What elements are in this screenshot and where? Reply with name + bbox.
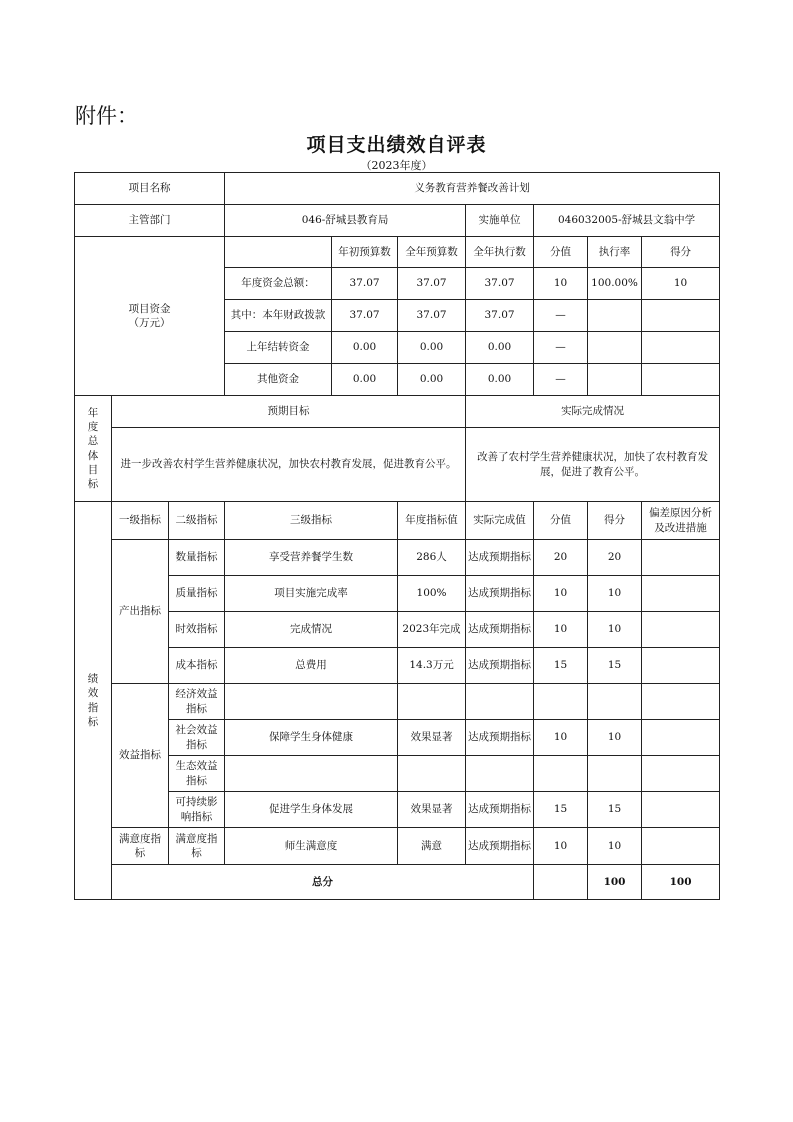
perf-got: 15: [588, 792, 642, 828]
goals-label-char: 总: [87, 435, 99, 448]
funds-row-label: 上年结转资金: [225, 332, 332, 364]
funds-cell: 0.00: [398, 332, 466, 364]
perf-level3: [225, 684, 398, 720]
perf-header-cell: 二级指标: [169, 502, 225, 540]
perf-row: [75, 540, 720, 576]
funds-row-label: 年度资金总额：: [225, 268, 332, 300]
perf-target: 14.3万元: [398, 648, 466, 684]
perf-target: 效果显著: [398, 720, 466, 756]
total-label: 总分: [112, 865, 534, 900]
perf-target: 100%: [398, 576, 466, 612]
perf-actual: 达成预期指标: [466, 540, 534, 576]
perf-level3: 总费用: [225, 648, 398, 684]
perf-actual: 达成预期指标: [466, 828, 534, 865]
perf-target: [398, 756, 466, 792]
perf-note: [642, 648, 720, 684]
funds-header-cell: 全年预算数: [398, 237, 466, 268]
goals-label: [75, 396, 112, 502]
perf-got: 10: [588, 612, 642, 648]
funds-cell: [588, 300, 642, 332]
total-score: 100: [588, 865, 642, 900]
perf-note: [642, 720, 720, 756]
perf-level2: 成本指标: [169, 648, 225, 684]
perf-level2: 社会效益指标: [169, 720, 225, 756]
performance-label-char: 指: [87, 701, 99, 714]
goals-label-char: 目: [87, 463, 99, 476]
perf-header-cell: 年度指标值: [398, 502, 466, 540]
perf-target: 效果显著: [398, 792, 466, 828]
funds-cell: 37.07: [332, 300, 398, 332]
perf-score: 10: [534, 828, 588, 865]
perf-header-cell: 得分: [588, 502, 642, 540]
funds-cell: 37.07: [398, 300, 466, 332]
page-title: 项目支出绩效自评表: [306, 134, 487, 156]
department-row: [75, 205, 720, 237]
funds-cell: 100.00%: [588, 268, 642, 300]
funds-cell: 0.00: [332, 364, 398, 396]
funds-header-cell: 分值: [534, 237, 588, 268]
funds-cell: —: [534, 300, 588, 332]
funds-cell: 37.07: [398, 268, 466, 300]
funds-cell: —: [534, 364, 588, 396]
funds-cell: 0.00: [466, 332, 534, 364]
perf-score: 10: [534, 720, 588, 756]
satisfaction-indicator-label: 满意度指标: [112, 828, 169, 865]
funds-cell: [642, 332, 720, 364]
funds-cell: 0.00: [332, 332, 398, 364]
perf-level2: 经济效益指标: [169, 684, 225, 720]
performance-label-char: 标: [87, 715, 99, 728]
goals-content-row: [75, 428, 720, 502]
perf-header-row: [75, 502, 720, 540]
perf-actual: 达成预期指标: [466, 612, 534, 648]
performance-label-char: 绩: [87, 673, 99, 686]
perf-level3: 享受营养餐学生数: [225, 540, 398, 576]
perf-row: [75, 720, 720, 756]
perf-got: 10: [588, 828, 642, 865]
perf-got: 20: [588, 540, 642, 576]
perf-score: 20: [534, 540, 588, 576]
self-evaluation-table: [74, 172, 720, 900]
perf-note: [642, 828, 720, 865]
perf-level3: [225, 756, 398, 792]
funds-cell: 10: [642, 268, 720, 300]
funds-header-cell: 执行率: [588, 237, 642, 268]
perf-target: 满意: [398, 828, 466, 865]
total-row: [75, 865, 720, 900]
perf-target: 2023年完成: [398, 612, 466, 648]
report-year: （2023年度）: [360, 159, 433, 172]
perf-note: [642, 612, 720, 648]
project-name-row: [75, 173, 720, 205]
funds-label-line1: 项目资金: [128, 302, 171, 315]
perf-row: [75, 792, 720, 828]
perf-actual: 达成预期指标: [466, 792, 534, 828]
performance-label: [75, 502, 112, 900]
perf-row: [75, 648, 720, 684]
perf-level3: 保障学生身体健康: [225, 720, 398, 756]
goals-label-char: 体: [87, 449, 99, 462]
funds-cell: [588, 332, 642, 364]
unit-value: 046032005-舒城县文翁中学: [534, 205, 720, 237]
perf-note: [642, 684, 720, 720]
funds-cell: [642, 300, 720, 332]
total-blank: [534, 865, 588, 900]
funds-header-cell: 全年执行数: [466, 237, 534, 268]
goals-label-char: 度: [87, 421, 99, 434]
funds-cell: 37.07: [466, 268, 534, 300]
actual-result-text: 改善了农村学生营养健康状况，加快了农村教育发展，促进了教育公平。: [466, 428, 720, 502]
effect-indicator-label: 效益指标: [112, 684, 169, 828]
perf-row: [75, 612, 720, 648]
perf-note: [642, 576, 720, 612]
funds-cell: 10: [534, 268, 588, 300]
funds-cell: 37.07: [466, 300, 534, 332]
perf-note: [642, 792, 720, 828]
total-got: 100: [642, 865, 720, 900]
perf-level2: 数量指标: [169, 540, 225, 576]
perf-level3: 促进学生身体发展: [225, 792, 398, 828]
funds-label-line2: （万元）: [128, 317, 171, 329]
perf-header-cell: 三级指标: [225, 502, 398, 540]
perf-header-cell: 实际完成值: [466, 502, 534, 540]
perf-actual: [466, 756, 534, 792]
expected-goal-header: 预期目标: [112, 396, 466, 428]
perf-got: [588, 756, 642, 792]
perf-target: 286人: [398, 540, 466, 576]
unit-label: 实施单位: [466, 205, 534, 237]
perf-score: 10: [534, 576, 588, 612]
funds-header-cell: 年初预算数: [332, 237, 398, 268]
perf-level2: 时效指标: [169, 612, 225, 648]
perf-level2: 可持续影响指标: [169, 792, 225, 828]
funds-label: [75, 237, 225, 396]
perf-level3: 完成情况: [225, 612, 398, 648]
perf-note: [642, 756, 720, 792]
perf-level3: 项目实施完成率: [225, 576, 398, 612]
perf-actual: 达成预期指标: [466, 576, 534, 612]
department-label: 主管部门: [75, 205, 225, 237]
perf-got: 10: [588, 720, 642, 756]
perf-note: [642, 540, 720, 576]
project-name-value: 义务教育营养餐改善计划: [225, 173, 720, 205]
funds-cell: —: [534, 332, 588, 364]
funds-cell: 37.07: [332, 268, 398, 300]
funds-cell: [588, 364, 642, 396]
funds-header-cell: 得分: [642, 237, 720, 268]
perf-score: 10: [534, 612, 588, 648]
perf-actual: 达成预期指标: [466, 720, 534, 756]
perf-level3: 师生满意度: [225, 828, 398, 865]
funds-row-label: 其他资金: [225, 364, 332, 396]
perf-got: 10: [588, 576, 642, 612]
perf-score: [534, 756, 588, 792]
goals-label-char: 标: [87, 477, 99, 490]
goals-header-row: [75, 396, 720, 428]
perf-got: 15: [588, 648, 642, 684]
department-value: 046-舒城县教育局: [225, 205, 466, 237]
perf-target: [398, 684, 466, 720]
perf-header-cell: 分值: [534, 502, 588, 540]
output-indicator-label: 产出指标: [112, 540, 169, 684]
attachment-label: 附件：: [75, 104, 138, 128]
perf-level2: 满意度指标: [169, 828, 225, 865]
goals-label-char: 年: [87, 406, 99, 419]
perf-level2: 质量指标: [169, 576, 225, 612]
project-name-label: 项目名称: [75, 173, 225, 205]
perf-got: [588, 684, 642, 720]
perf-header-cell: 偏差原因分析及改进措施: [642, 502, 720, 540]
funds-cell: [642, 364, 720, 396]
perf-actual: [466, 684, 534, 720]
perf-row: [75, 684, 720, 720]
expected-goal-text: 进一步改善农村学生营养健康状况，加快农村教育发展，促进教育公平。: [112, 428, 466, 502]
perf-row: [75, 828, 720, 865]
perf-row: [75, 576, 720, 612]
funds-header-blank: [225, 237, 332, 268]
perf-level2: 生态效益指标: [169, 756, 225, 792]
perf-score: 15: [534, 648, 588, 684]
funds-cell: 0.00: [398, 364, 466, 396]
actual-result-header: 实际完成情况: [466, 396, 720, 428]
perf-row: [75, 756, 720, 792]
performance-label-char: 效: [87, 687, 99, 700]
perf-actual: 达成预期指标: [466, 648, 534, 684]
funds-header-row: [75, 237, 720, 268]
funds-row-label: 其中：本年财政拨款: [225, 300, 332, 332]
perf-header-cell: 一级指标: [112, 502, 169, 540]
perf-score: [534, 684, 588, 720]
funds-cell: 0.00: [466, 364, 534, 396]
perf-score: 15: [534, 792, 588, 828]
